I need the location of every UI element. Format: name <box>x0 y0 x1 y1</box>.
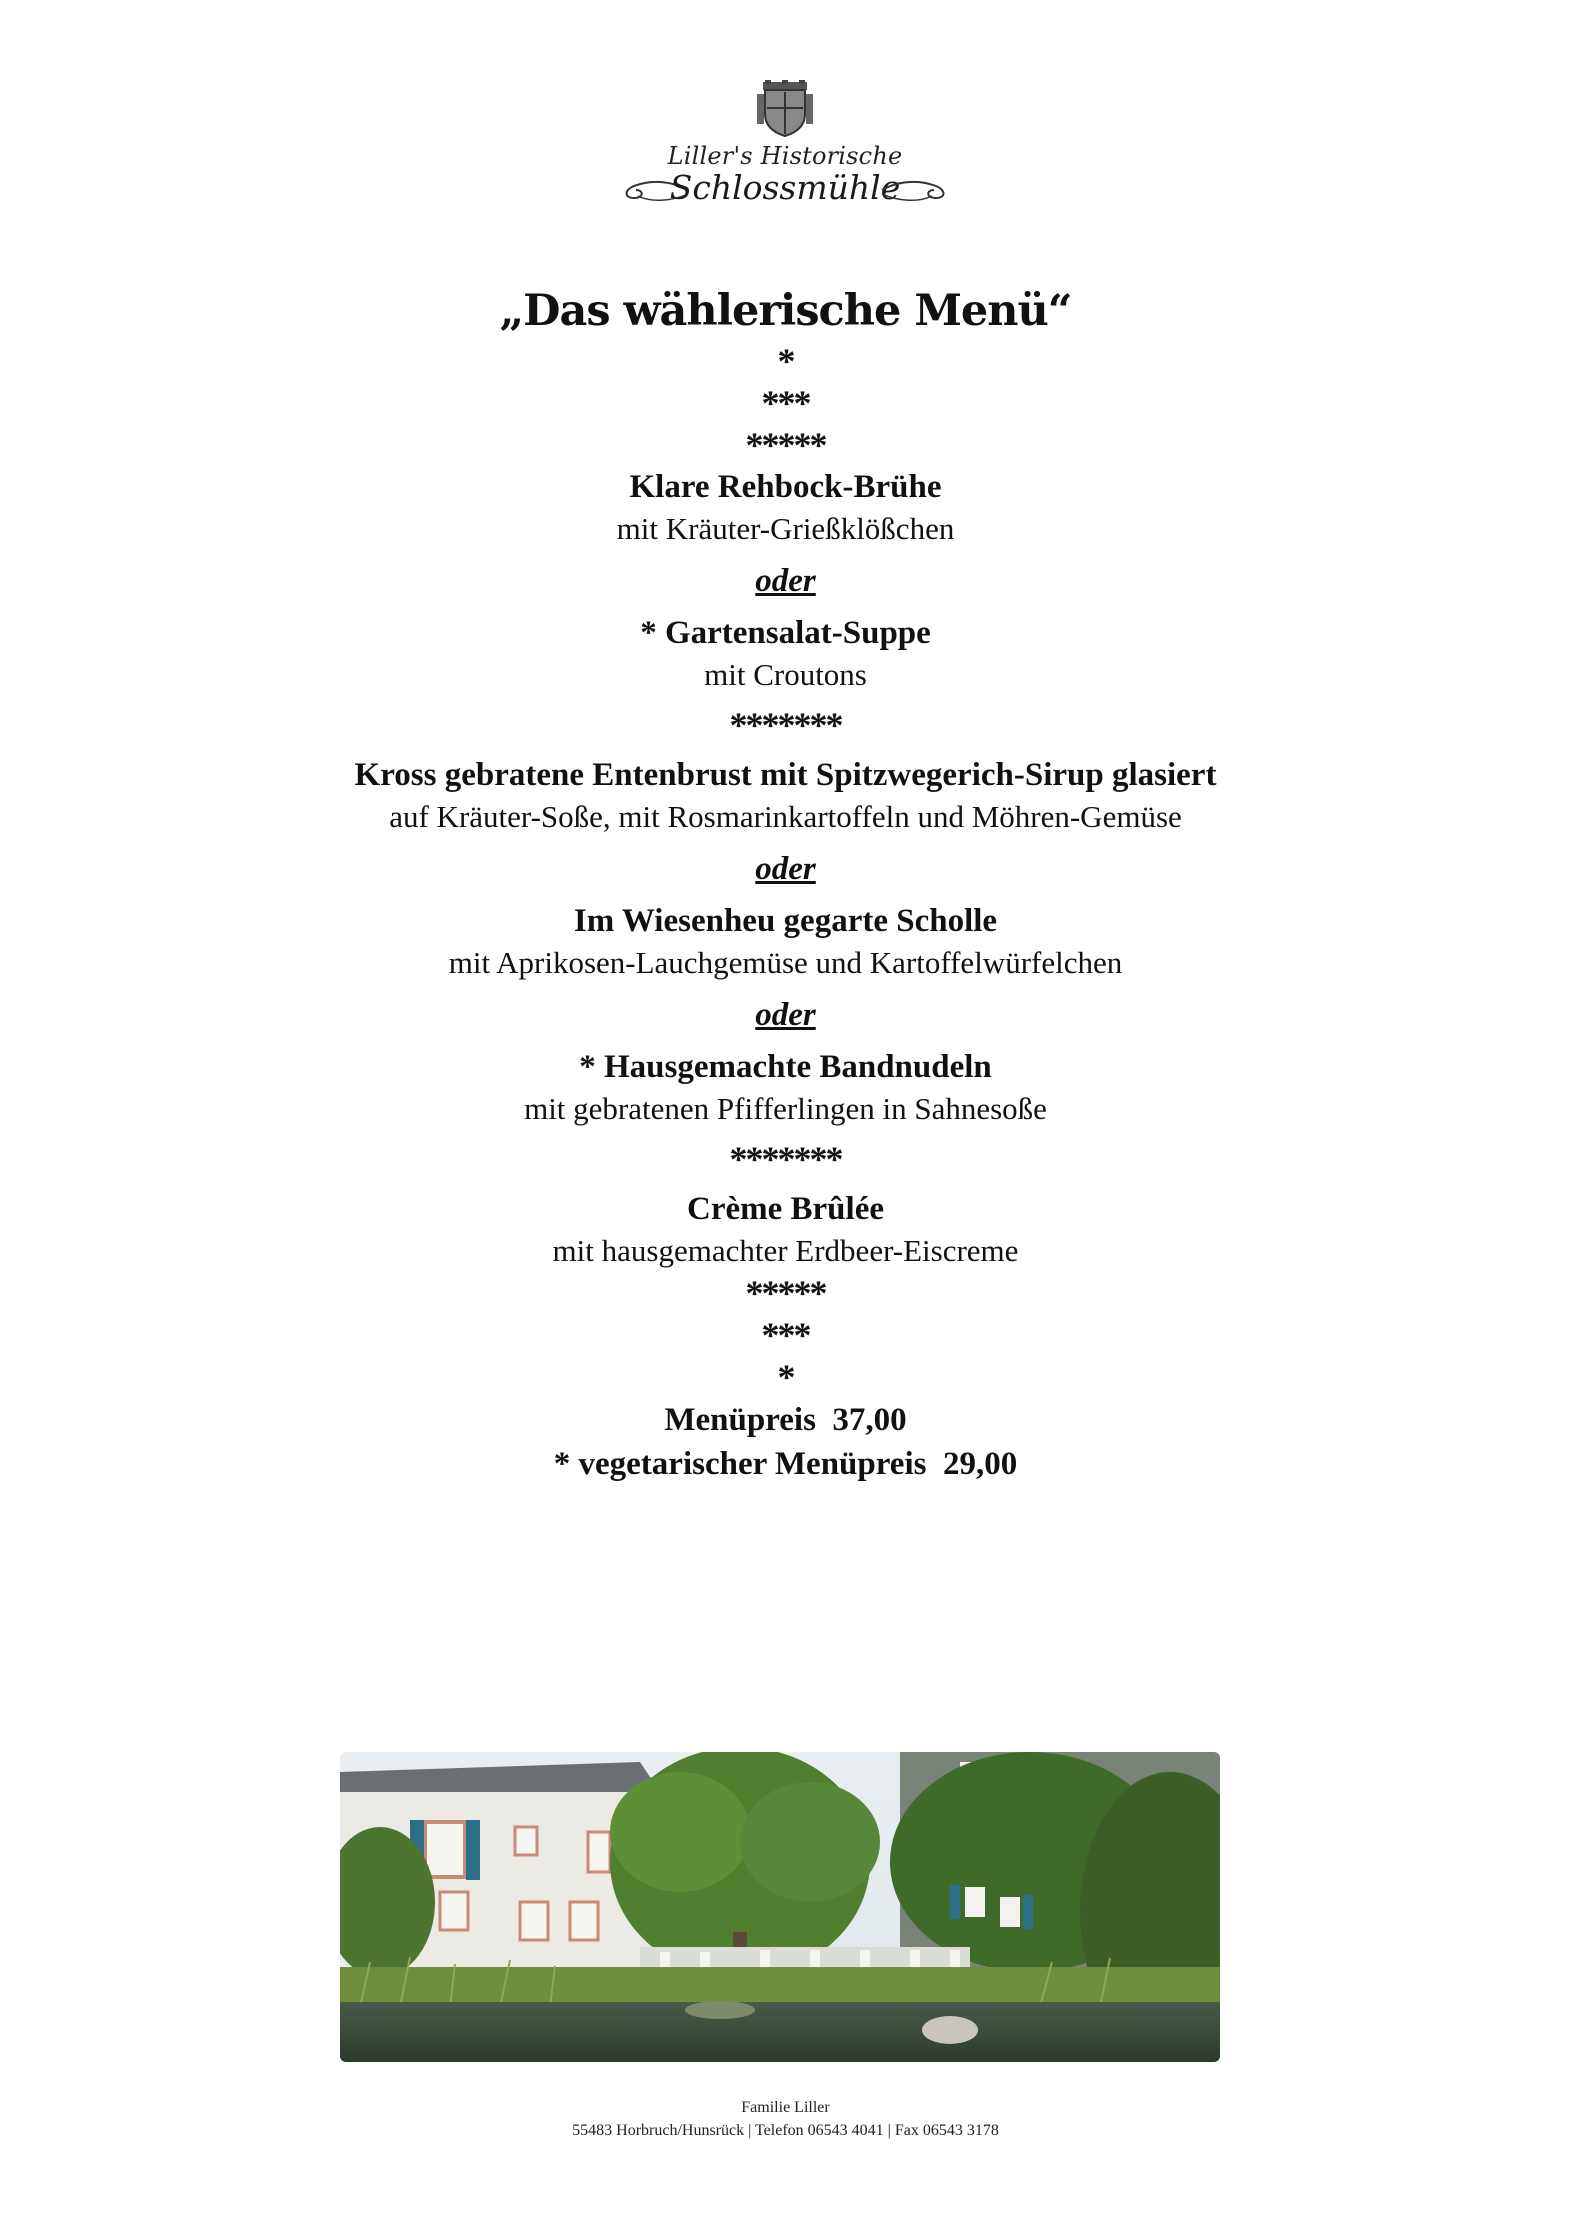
star-divider: ******* <box>729 1139 842 1179</box>
dish-description: auf Kräuter-Soße, mit Rosmarinkartoffeln und Möhren-Gemüse <box>389 799 1182 834</box>
dish-name: Crème Brûlée <box>687 1191 884 1227</box>
restaurant-photo <box>340 1752 1220 2062</box>
star-divider: * <box>777 341 794 381</box>
dish-description: mit Kräuter-Grießklößchen <box>616 511 955 546</box>
star-divider: ******* <box>729 705 842 745</box>
dish-description: mit Croutons <box>704 657 867 692</box>
menu-card <box>0 282 1571 1486</box>
flourish-right-icon <box>880 176 950 206</box>
dish-name: * Gartensalat-Suppe <box>640 615 931 651</box>
vegetarian-price: * vegetarischer Menüpreis 29,00 <box>553 1446 1018 1482</box>
dish-name: Klare Rehbock-Brühe <box>629 469 942 505</box>
menu-title: „Das wählerische Menü“ <box>499 286 1072 336</box>
or-separator: oder <box>755 563 816 599</box>
dish-name: * Hausgemachte Bandnudeln <box>579 1049 992 1085</box>
logo-name-top: Liller's Historische <box>667 142 903 170</box>
logo-name-main: Schlossmühle <box>669 168 901 207</box>
dish-name: Im Wiesenheu gegarte Scholle <box>573 903 998 939</box>
restaurant-logo <box>620 80 950 215</box>
or-separator: oder <box>755 997 816 1033</box>
mill-garden-image <box>340 1752 1220 2062</box>
footer-contact: 55483 Horbruch/Hunsrück | Telefon 06543 4041 | Fax 06543 3178 <box>572 2122 999 2139</box>
star-divider: * <box>777 1357 794 1397</box>
menu-price: Menüpreis 37,00 <box>664 1402 907 1438</box>
dish-name: Kross gebratene Entenbrust mit Spitzwegerich-Sirup glasiert <box>354 757 1217 793</box>
star-divider: ***** <box>745 1273 826 1313</box>
crest-icon <box>755 80 815 138</box>
page-footer <box>0 2096 1571 2142</box>
footer-family: Familie Liller <box>741 2099 830 2116</box>
star-divider: ***** <box>745 425 826 465</box>
star-divider: *** <box>761 383 810 423</box>
dish-description: mit gebratenen Pfifferlingen in Sahnesoße <box>524 1091 1047 1126</box>
or-separator: oder <box>755 851 816 887</box>
dish-description: mit hausgemachter Erdbeer-Eiscreme <box>552 1233 1019 1268</box>
dish-description: mit Aprikosen-Lauchgemüse und Kartoffelwürfelchen <box>448 945 1123 980</box>
star-divider: *** <box>761 1315 810 1355</box>
